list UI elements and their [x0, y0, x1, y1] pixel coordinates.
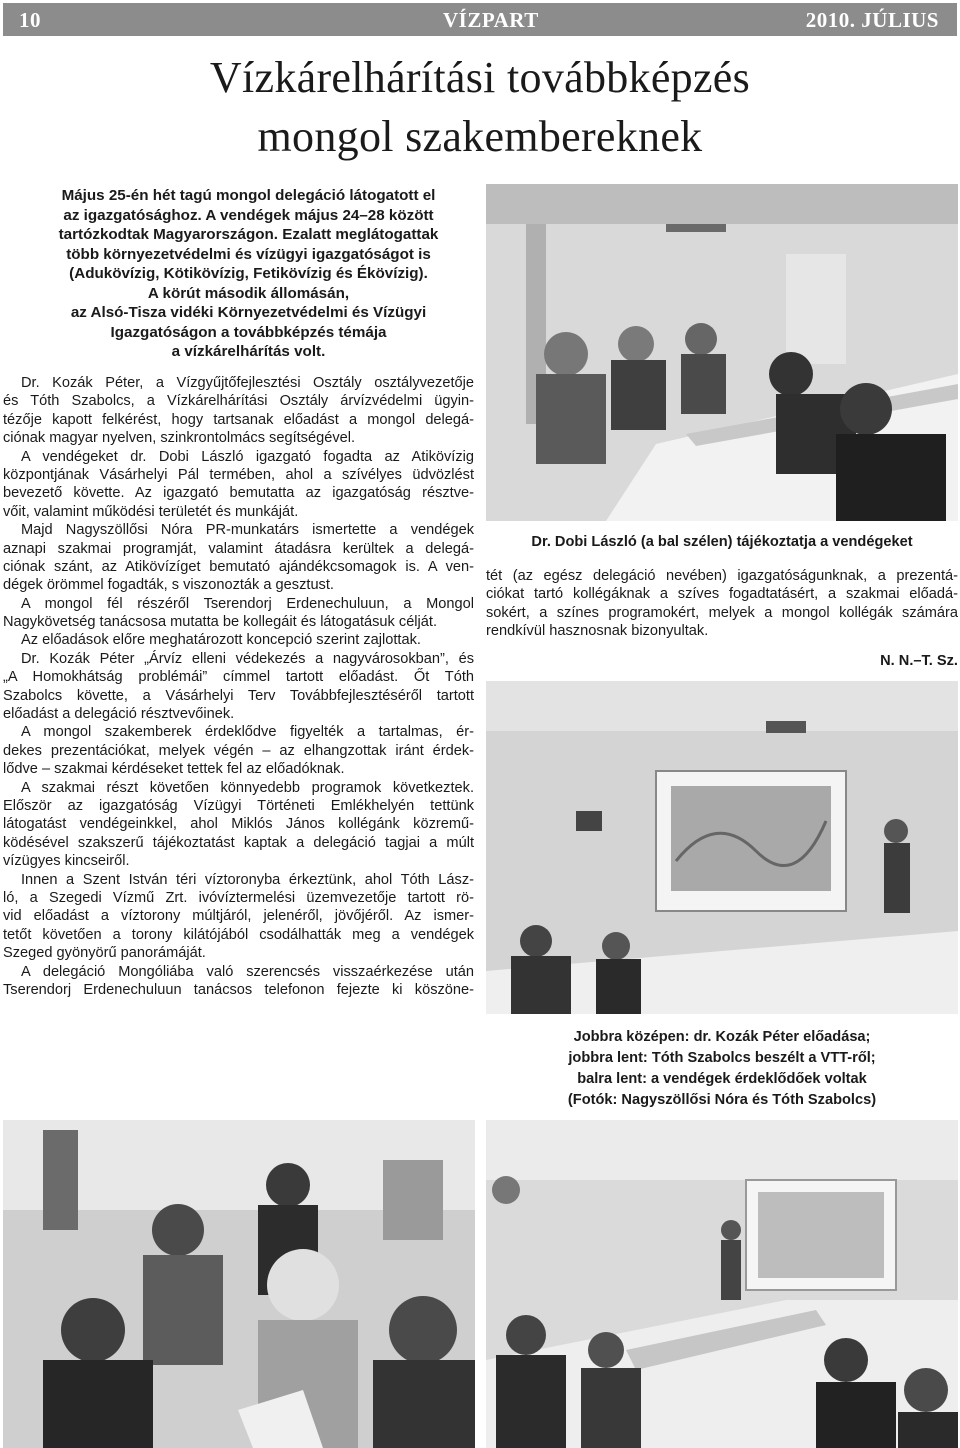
- meeting-photo-caption: Dr. Dobi László (a bal szélen) tájékoztatja a vendégeket: [531, 534, 913, 550]
- caption-line: balra lent: a vendégek érdeklődőek voltak: [577, 1071, 867, 1087]
- caption-line: jobbra lent: Tóth Szabolcs beszélt a VTT-ről;: [568, 1050, 876, 1066]
- body-line: Dr. Kozák Péter, a Vízgyűjtőfejlesztési Osztály osztályvezetője: [21, 375, 474, 391]
- page-number: 10: [19, 8, 41, 32]
- lead-line: tartózkodtak Magyarországon. Ezalatt meglátogattak: [58, 226, 439, 243]
- presentation-photo-illustration: [486, 681, 958, 1014]
- body-line: sokért, a színes programokért, melyek a mongol kollégák számára: [486, 604, 958, 621]
- lead-line: (Adukövízig, Kötikövízig, Fetikövízig és Ékövízig).: [69, 265, 428, 282]
- body-line: ciónak magyar nyelven, szinkrontolmács segítségével.: [3, 430, 356, 447]
- page-header-bar: [3, 3, 957, 36]
- body-line: A vendégeket dr. Dobi László igazgató fogadta az Atikövízig: [21, 448, 474, 465]
- body-line: Nagykövetség tanácsosa mutatta be kollegáit és látogatásuk célját.: [3, 614, 438, 631]
- body-line: központjának Vásárhelyi Pál termében, ahol a szívélyes üdvözlést: [3, 466, 474, 483]
- meeting-photo-illustration: [486, 184, 958, 521]
- publication-name: VÍZPART: [443, 8, 539, 32]
- body-line: ló, a Szegedi Vízmű Zrt. ivóvíztermelési üzemvezetője tartott rö-: [3, 889, 474, 906]
- body-line: ködésével szakszerű tájékoztatást kaptak a delegáció tagjai a múlt: [3, 834, 474, 851]
- body-line: ciókat tartó kollégáknak a szíves fogadtatásért, a szakmai előadá-: [486, 586, 958, 603]
- body-line: Tserendorj Erdenechuluun tanácsos telefonon fejezte ki köszöne-: [3, 981, 474, 998]
- presentation-photo: [486, 681, 958, 1014]
- body-line: A mongol fél részéről Tserendorj Erdenechuluun, a Mongol: [21, 595, 474, 612]
- body-line: tét (az egész delegáció nevében) igazgatóságunknak, a prezentá-: [486, 568, 958, 584]
- delegation-photo-illustration: [3, 1120, 475, 1448]
- lead-line: A körút második állomásán,: [147, 284, 350, 302]
- body-line: tetőt követően a torony kilátójából csodálhatták meg a vendégek: [3, 926, 474, 943]
- body-line: dégek örömmel fogadták, s viszonozták a gesztust.: [3, 577, 334, 594]
- delegation-photo: [3, 1120, 475, 1448]
- body-line: vid előadást a víztorony múltjáról, jelenéről, jövőjéről. Az ismer-: [3, 908, 474, 925]
- lead-line: az Alsó-Tisza vidéki Környezetvédelmi és Vízügyi: [70, 304, 427, 321]
- body-line: A mongol szakemberek érdeklődve figyelték a tartalmas, ér-: [21, 724, 474, 741]
- article-body: [3, 374, 474, 999]
- body-line: Először az igazgatóság Vízügyi Történeti Emlékhelyén tettünk: [3, 797, 474, 814]
- body-line: Az előadások előre meghatározott koncepció szerint zajlottak.: [21, 632, 421, 649]
- lead-line: Igazgatóságon a továbbképzés témája: [110, 323, 387, 341]
- body-line: Szeged gyönyörű panorámáját.: [3, 945, 206, 962]
- lead-line: az igazgatósághoz. A vendégek május 24–28 között: [63, 206, 434, 224]
- body-line: „A Homokhátság problémái” címmel tartott előadást. Őt Tóth: [3, 669, 474, 686]
- conference-room-photo-illustration: [486, 1120, 958, 1448]
- body-line: Szabolcs követte, a Vásárhelyi Terv Továbbfejlesztéséről tartott: [3, 687, 474, 704]
- caption-line: (Fotók: Nagyszöllősi Nóra és Tóth Szabolcs): [567, 1092, 877, 1108]
- meeting-photo: [486, 184, 958, 521]
- body-line: dekes prezentációkat, melyek végén – az elhangzottak iránt érdek-: [3, 742, 474, 759]
- body-line: ciónak szánt, az Atikövízíget bemutató ajándékcsomagok is. A ven-: [3, 558, 474, 575]
- lead-line: Május 25-én hét tagú mongol delegáció látogatott el: [61, 187, 436, 204]
- body-line: tézője kapott felkérést, hogy tartsanak előadást a mongol delegá-: [3, 411, 474, 428]
- lead-line: több környezetvédelmi és vízügyi igazgatóságot is: [66, 245, 431, 263]
- body-line: látogatást vendégeinkkel, ahol Miklós János kollégánk közremű-: [3, 816, 474, 833]
- body-line: rendkívül hasznosnak bizonyultak.: [486, 623, 709, 640]
- body-line: lődve – szakmai kérdéseket tettek fel az előadóknak.: [3, 761, 345, 778]
- caption-line: Jobbra középen: dr. Kozák Péter előadása;: [573, 1029, 871, 1045]
- article-body-continued: [486, 567, 958, 641]
- issue-date: 2010. JÚLIUS: [805, 8, 939, 32]
- article-title-line-2: mongol szakembereknek: [257, 112, 703, 161]
- article-title-line-1: Vízkárelhárítási továbbképzés: [209, 53, 751, 102]
- body-line: és Tóth Szabolcs, a Vízkárelhárítási Osztály árvízvédelmi ügyin-: [3, 393, 474, 410]
- body-line: vőit, valamint működési területét és munkáját.: [3, 503, 299, 520]
- body-line: A szakmai részt követően könnyedebb programok következtek.: [21, 779, 474, 796]
- photo-credits-caption: [486, 1027, 958, 1111]
- body-line: előadást a delegáció résztvevőinek.: [3, 706, 235, 723]
- author-signature: N. N.–T. Sz.: [880, 653, 958, 669]
- body-line: bevezető követte. Az igazgató bemutatta az igazgatóság résztve-: [3, 485, 474, 502]
- body-line: A delegáció Mongóliába való szerencsés visszaérkezése után: [21, 963, 474, 980]
- body-line: vízügyes kincseiről.: [3, 853, 130, 870]
- conference-room-photo: [486, 1120, 958, 1448]
- body-line: aznapi szakmai programját, valamint átadásra kerültek a delegá-: [3, 540, 474, 557]
- body-line: Innen a Szent István téri víztoronyba érkeztünk, ahol Tóth Lász-: [21, 871, 474, 888]
- lead-line: a vízkárelhárítás volt.: [171, 343, 326, 360]
- body-line: Majd Nagyszöllősi Nóra PR-munkatárs ismertette a vendégek: [21, 522, 474, 539]
- body-line: Dr. Kozák Péter „Árvíz elleni védekezés a nagyvárosokban”, és: [21, 650, 474, 667]
- article-lead: [0, 186, 497, 362]
